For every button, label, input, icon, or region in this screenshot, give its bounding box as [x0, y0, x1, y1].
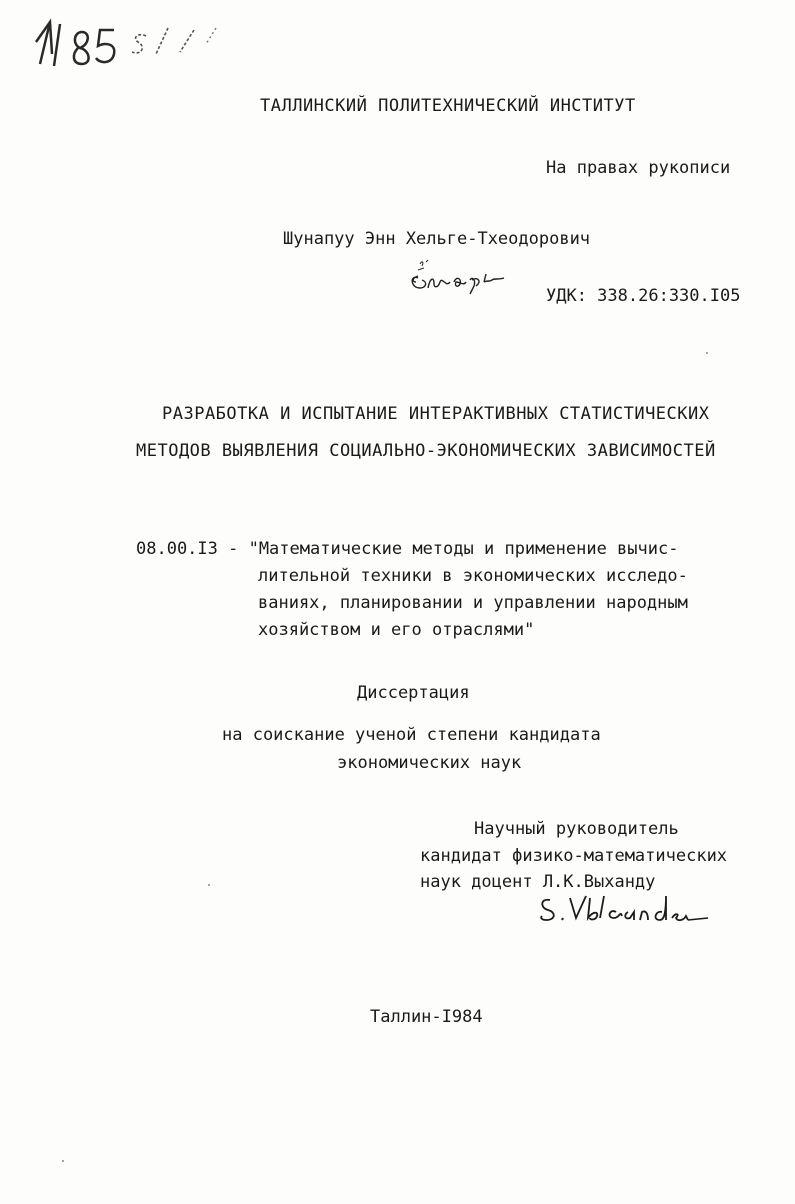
specialty-line-4: хозяйством и его отраслями" — [258, 620, 535, 640]
degree-line-1: на соискание ученой степени кандидата — [222, 725, 601, 745]
supervisor-signature — [536, 888, 712, 928]
supervisor-degree: кандидат физико-математических — [420, 846, 728, 866]
author-signature — [404, 252, 514, 296]
specialty-line-2: лительной техники в экономических исследо- — [258, 566, 688, 586]
degree-line-2: экономических наук — [337, 753, 522, 773]
author-name: Шунапуу Энн Хельге-Тхеодорович — [283, 229, 591, 249]
dissertation-title-line-1: РАЗРАБОТКА И ИСПЫТАНИЕ ИНТЕРАКТИВНЫХ СТАТИСТИЧЕСКИХ — [162, 404, 710, 424]
supervisor-name: наук доцент Л.К.Выханду — [420, 872, 656, 892]
udc-code: УДК: 338.26:330.I05 — [546, 286, 741, 306]
scan-speck — [208, 884, 210, 886]
institution-name: ТАЛЛИНСКИЙ ПОЛИТЕХНИЧЕСКИЙ ИНСТИТУТ — [260, 96, 636, 116]
work-type: Диссертация — [357, 683, 470, 703]
scan-speck — [706, 352, 708, 354]
handwritten-archive-number — [28, 14, 248, 74]
specialty-line-1: 08.00.I3 - "Математические методы и применение вычис- — [136, 539, 679, 559]
supervisor-role: Научный руководитель — [474, 819, 679, 839]
place-and-year: Таллин-I984 — [370, 1007, 483, 1027]
scan-speck — [62, 1160, 64, 1162]
manuscript-rights-note: На правах рукописи — [546, 158, 731, 178]
dissertation-title-line-2: МЕТОДОВ ВЫЯВЛЕНИЯ СОЦИАЛЬНО-ЭКОНОМИЧЕСКИХ ЗАВИСИМОСТЕЙ — [136, 441, 716, 461]
specialty-line-3: ваниях, планировании и управлении народным — [258, 593, 688, 613]
